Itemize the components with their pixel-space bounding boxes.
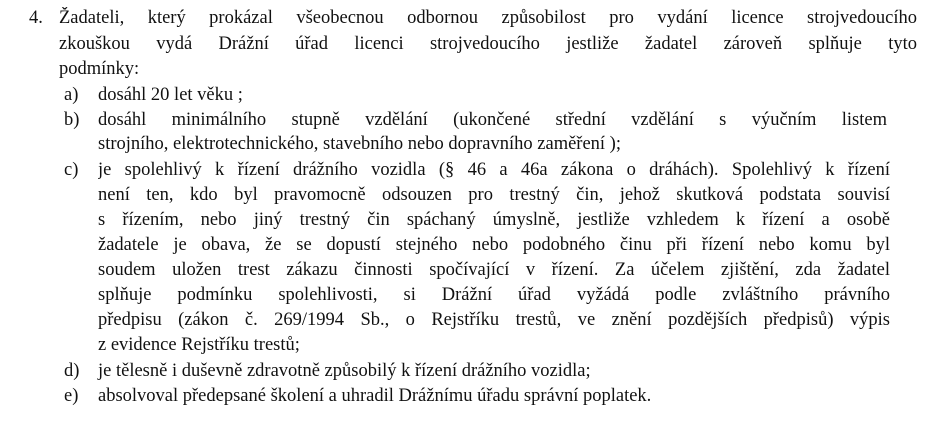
list-item-marker: d): [64, 361, 80, 381]
list-item-text: z evidence Rejstříku trestů;: [98, 335, 300, 355]
list-item-text: dosáhl minimálního stupně vzdělání (ukončené střední vzdělání s výučním listem: [98, 110, 887, 130]
intro-line: podmínky:: [59, 59, 140, 79]
list-item-marker: c): [64, 160, 79, 180]
list-item-text: žadatele je obava, že se dopustí stejného nebo podobného činu při řízení nebo komu byl: [98, 235, 890, 255]
list-item-text: s řízením, nebo jiný trestný čin spáchaný úmyslně, jestliže vzhledem k řízení a osobě: [98, 210, 890, 230]
list-item-marker: b): [64, 110, 80, 130]
intro-line: zkouškou vydá Drážní úřad licenci strojvedoucího jestliže žadatel zároveň splňuje tyto: [59, 34, 917, 54]
list-item-text: je tělesně i duševně zdravotně způsobilý k řízení drážního vozidla;: [98, 361, 591, 381]
list-item-text: absolvoval předepsané školení a uhradil Drážnímu úřadu správní poplatek.: [98, 386, 652, 406]
list-item-text: není ten, kdo byl pravomocně odsouzen pro trestný čin, jehož skutková podstata souvisí: [98, 185, 890, 205]
list-item-text: dosáhl 20 let věku ;: [98, 85, 243, 105]
intro-line: Žadateli, který prokázal všeobecnou odbornou způsobilost pro vydání licence strojvedoucího: [59, 8, 917, 28]
list-item-text: splňuje podmínku spolehlivosti, si Drážní úřad vyžádá podle zvláštního právního: [98, 285, 890, 305]
list-item-marker: a): [64, 85, 79, 105]
list-item-marker: e): [64, 386, 79, 406]
list-item-text: je spolehlivý k řízení drážního vozidla (§ 46 a 46a zákona o dráhách). Spolehlivý k řízení: [98, 160, 890, 180]
list-item-text: strojního, elektrotechnického, stavebního nebo dopravního zaměření );: [98, 134, 621, 154]
list-item-text: předpisu (zákon č. 269/1994 Sb., o Rejstříku trestů, ve znění pozdějších předpisů) výpis: [98, 310, 890, 330]
section-number: 4.: [29, 8, 43, 28]
list-item-text: soudem uložen trest zákazu činnosti spočívající v řízení. Za účelem zjištění, zda žadatel: [98, 260, 890, 280]
